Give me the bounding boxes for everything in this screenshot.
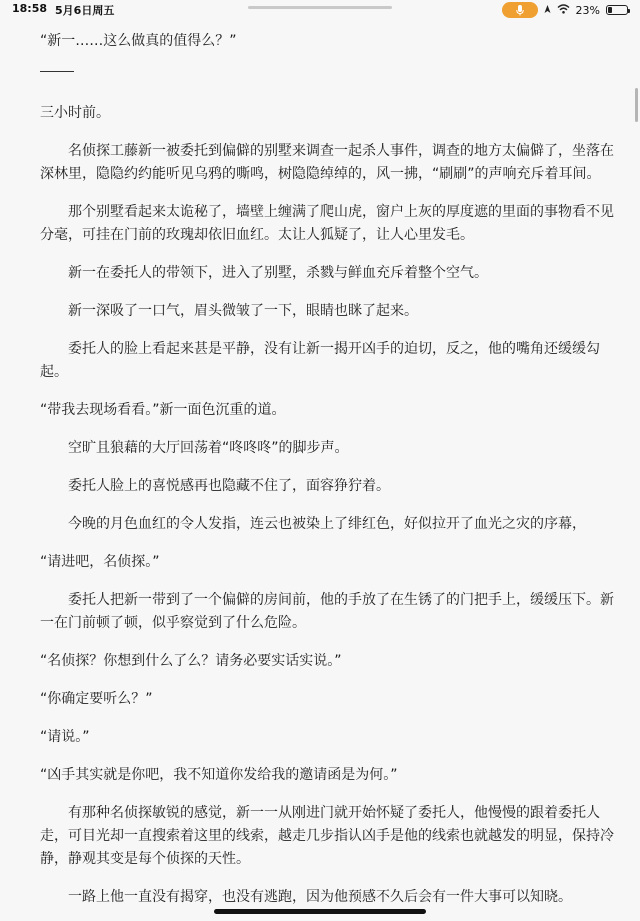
status-date: 5月6日周五 bbox=[55, 4, 115, 17]
microphone-icon bbox=[516, 5, 524, 16]
text-paragraph: “带我去现场看看。”新一面色沉重的道。 bbox=[40, 402, 286, 418]
reader-content bbox=[40, 30, 616, 921]
location-icon bbox=[544, 4, 551, 17]
home-indicator[interactable] bbox=[214, 909, 426, 914]
text-paragraph: “新一……这么做真的值得么？” bbox=[40, 33, 237, 49]
text-paragraph: “请进吧，名侦探。” bbox=[40, 554, 160, 570]
status-bar bbox=[0, 0, 640, 20]
text-paragraph: 那个别墅看起来太诡秘了，墙壁上缠满了爬山虎，窗户上灰的厚度遮的里面的事物看不见分毫，可挂在门前的玫瑰却依旧血红。太让人狐疑了，让人心里发毛。 bbox=[40, 204, 614, 243]
scrollbar[interactable] bbox=[635, 88, 638, 122]
text-paragraph: “请说。” bbox=[40, 729, 90, 745]
status-right bbox=[502, 2, 628, 18]
text-paragraph: “名侦探？你想到什么了么？请务必要实话实说。” bbox=[40, 653, 342, 669]
multitasking-indicator[interactable] bbox=[248, 6, 392, 9]
status-time: 18:58 bbox=[12, 2, 48, 15]
text-paragraph: “凶手其实就是你吧，我不知道你发给我的邀请函是为何。” bbox=[40, 767, 398, 783]
status-left bbox=[12, 2, 114, 18]
text-paragraph: 一路上他一直没有揭穿，也没有逃跑，因为他预感不久后会有一件大事可以知晓。 bbox=[40, 889, 572, 905]
text-paragraph: 有那种名侦探敏锐的感觉，新一一从刚进门就开始怀疑了委托人，他慢慢的跟着委托人走，可目光却一直搜索着这里的线索，越走几步指认凶手是他的线索也就越发的明显，保持冷静，静观其变是每个侦探的天性。 bbox=[40, 805, 614, 867]
text-paragraph: “你确定要听么？” bbox=[40, 691, 153, 707]
text-paragraph: 新一在委托人的带领下，进入了别墅，杀戮与鲜血充斥着整个空气。 bbox=[40, 265, 488, 281]
text-paragraph: 委托人的脸上看起来甚是平静，没有让新一揭开凶手的迫切，反之，他的嘴角还缓缓勾起。 bbox=[40, 341, 600, 380]
wifi-icon bbox=[557, 4, 570, 17]
battery-fill bbox=[608, 7, 612, 13]
section-divider bbox=[40, 71, 74, 72]
text-paragraph: 名侦探工藤新一被委托到偏僻的别墅来调查一起杀人事件，调查的地方太偏僻了，坐落在深林里，隐隐约约能听见乌鸦的嘶鸣，树隐隐绰绰的，风一拂，“刷刷”的声响充斥着耳间。 bbox=[40, 143, 614, 182]
text-paragraph: 三小时前。 bbox=[40, 105, 110, 121]
text-paragraph: 今晚的月色血红的令人发指，连云也被染上了绯红色，好似拉开了血光之灾的序幕， bbox=[40, 516, 586, 532]
text-paragraph: 空旷且狼藉的大厅回荡着“咚咚咚”的脚步声。 bbox=[40, 440, 349, 456]
text-paragraph: 委托人把新一带到了一个偏僻的房间前，他的手放了在生锈了的门把手上，缓缓压下。新一在门前顿了顿，似乎察觉到了什么危险。 bbox=[40, 592, 614, 631]
battery-icon bbox=[606, 5, 628, 15]
battery-percent: 23% bbox=[575, 3, 600, 17]
microphone-indicator[interactable] bbox=[502, 2, 538, 18]
text-paragraph: 委托人脸上的喜悦感再也隐藏不住了，面容狰狞着。 bbox=[40, 478, 390, 494]
text-paragraph: 新一深吸了一口气，眉头微皱了一下，眼睛也眯了起来。 bbox=[40, 303, 418, 319]
